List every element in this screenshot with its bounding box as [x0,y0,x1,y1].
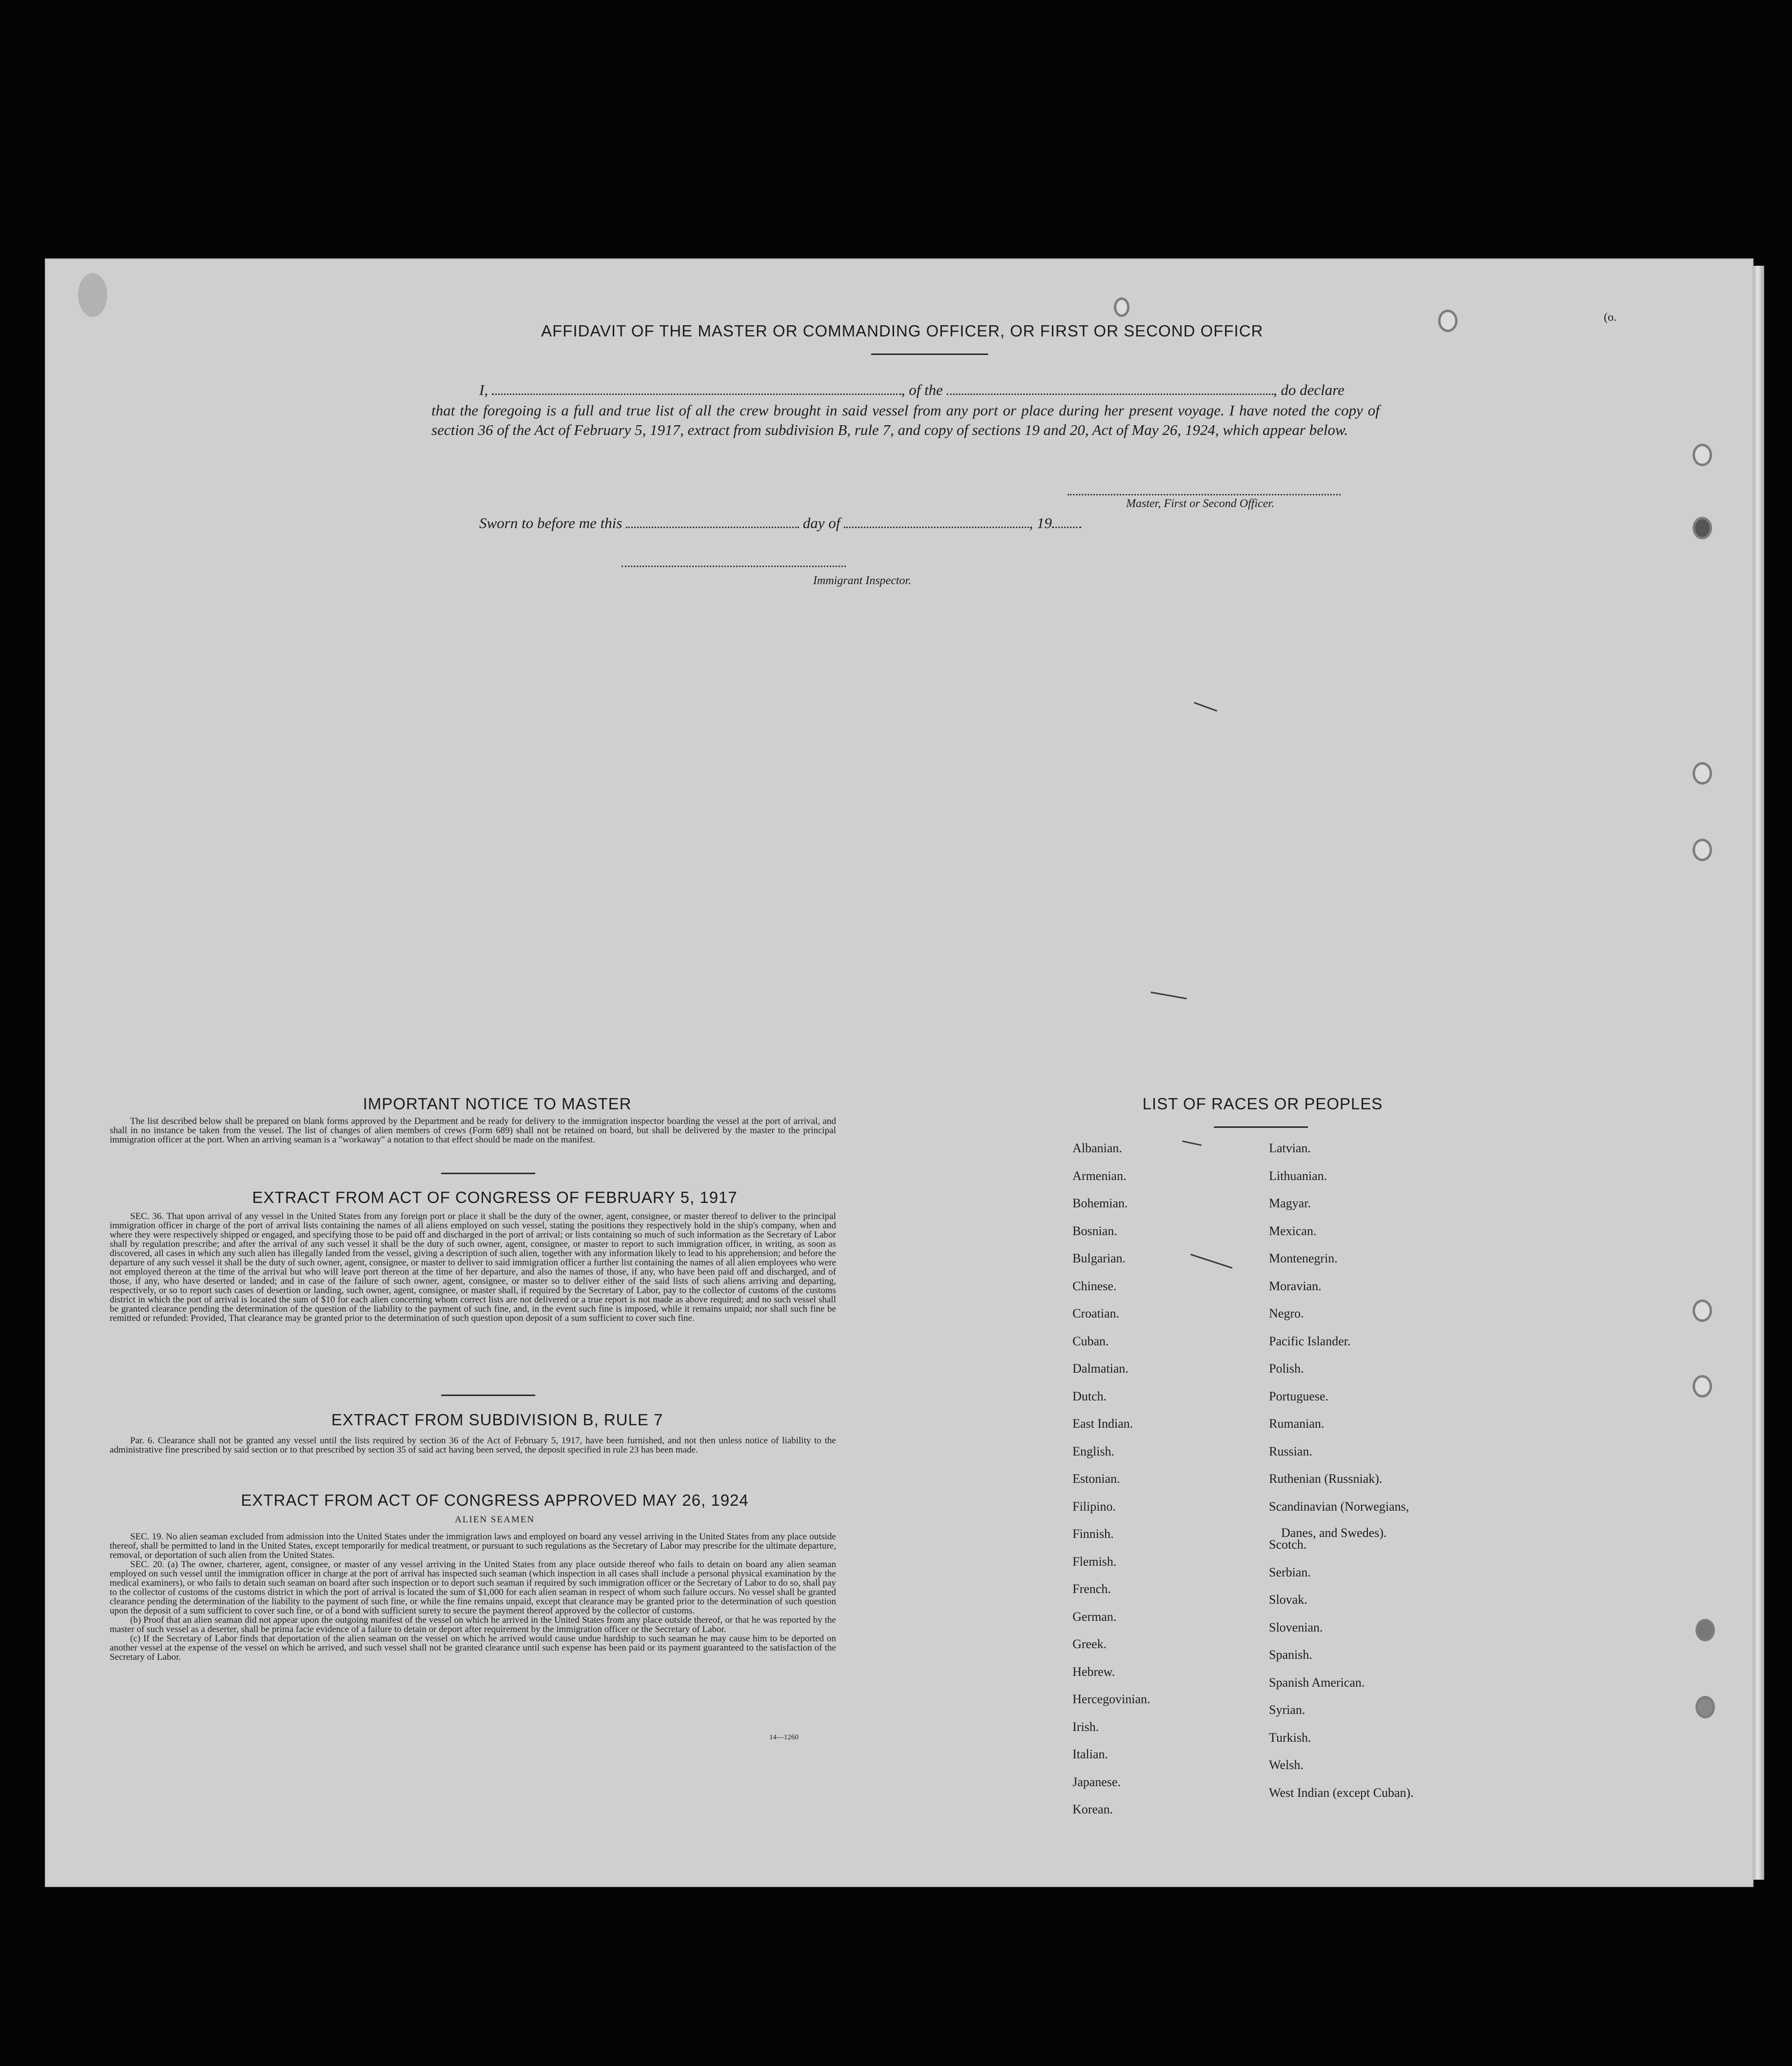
race-item: Bohemian. [1072,1196,1128,1210]
race-item: Armenian. [1072,1168,1127,1183]
divider [441,1173,535,1174]
punch-hole [1114,297,1130,317]
sworn-month-field[interactable] [844,526,1029,528]
page-edge [1753,266,1764,1880]
race-item: Finnish. [1072,1527,1114,1541]
race-item: Italian. [1072,1747,1108,1761]
race-item: Irish. [1072,1719,1099,1734]
race-item: Lithuanian. [1269,1168,1327,1183]
race-item: Hercegovinian. [1072,1692,1150,1706]
master-signature-label: Master, First or Second Officer. [1126,497,1274,510]
race-item: Montenegrin. [1269,1251,1338,1265]
inspector-signature-line[interactable] [622,566,846,567]
sworn-line: Sworn to before me this day of , 19 [479,514,1081,532]
punch-hole [1695,1619,1715,1641]
race-item: Bosnian. [1072,1223,1117,1238]
divider [1214,1126,1308,1128]
race-item: Albanian. [1072,1141,1122,1155]
race-item: Dutch. [1072,1389,1107,1403]
notice-text: The list described below shall be prepared on blank forms approved by the Department and be ready for delivery to the immigration inspector boarding the vessel at the port of arrival, and shall in no instance be taken from the vessel. The list of changes of alien members of crews (Form 689) shall not be retained on board, but shall be delivered by the master to the principal immigration officer at the port. When an arriving seaman is a "workaway" a notation to that effect should be made on the manifest. [110,1116,836,1145]
form-number: 14—1260 [769,1733,799,1741]
inspector-signature-label: Immigrant Inspector. [813,574,912,587]
race-item: Scotch. [1269,1537,1307,1552]
race-item: Slovenian. [1269,1620,1323,1634]
race-item: Filipino. [1072,1499,1116,1514]
race-item: West Indian (except Cuban). [1269,1785,1414,1800]
vessel-name-field[interactable] [947,393,1273,395]
race-item: Turkish. [1269,1730,1311,1745]
race-item: French. [1072,1582,1111,1596]
extract-rule7-title: EXTRACT FROM SUBDIVISION B, RULE 7 [331,1411,663,1429]
margin-mark: (o. [1604,311,1617,324]
race-item: Dalmatian. [1072,1361,1129,1376]
extract-1917-text: SEC. 36. That upon arrival of any vessel in the United States from any foreign port or place it shall be the duty of the owner, agent, consignee, or master thereof to deliver to the principal immigration officer in charge of the port of arrival lists containing the names of all aliens employed on such vessel, stating the positions they respectively hold in the ship's company, when and where they were respectively shipped or engaged, and specifying those to be paid off and discharged in the port of arrival; or lists containing so much of such information as the Secretary of Labor shall by regulation prescribe; and after the arrival of any such vessel it shall be the duty of such owner, agent, consignee, or master to report to such immigration officer, in writing, as soon as discovered, all cases in which any such alien has illegally landed from the vessel, giving a description of such alien, together with any information likely to lead to his apprehension; and before the departure of any such vessel it shall be the duty of such owner, agent, consignee, or master to deliver to said immigration officer a further list containing the names of all alien employees who were not employed thereon at the time of the arrival but who will leave port thereon at the time of her departure, and also the names of those, if any, who have been paid off and discharged, and of those, if any, who have deserted or landed; and in case of the failure of such owner, agent, consignee, or master so to deliver either of the said lists of such aliens arriving and departing, respectively, or so to report such cases of desertion or landing, such owner, agent, consignee, or master shall, if required by the Secretary of Labor, pay to the collector of customs of the customs district in which the port of arrival is located the sum of $10 for each alien concerning whom correct lists are not delivered or a true report is not made as above required; and no such vessel shall be granted clearance pending the determination of the question of the liability to the payment of such fine, and, in the event such fine is imposed, while it remains unpaid; nor shall such fine be remitted or refunded: Provided, That clearance may be granted prior to the determination of such question upon deposit of a sum sufficient to cover such fine. [110,1211,836,1323]
punch-hole [1693,839,1712,861]
race-item: Portuguese. [1269,1389,1329,1403]
punch-hole [1438,310,1458,332]
master-name-field[interactable] [492,393,901,395]
punch-hole [1693,1375,1712,1397]
race-item: Latvian. [1269,1141,1311,1155]
extract-1924-title: EXTRACT FROM ACT OF CONGRESS APPROVED MAY 26, 1924 [241,1491,749,1509]
race-item: Chinese. [1072,1279,1117,1293]
punch-hole [1693,762,1712,785]
notice-title: IMPORTANT NOTICE TO MASTER [363,1095,632,1113]
sworn-year-field[interactable] [1052,526,1081,528]
race-item: English. [1072,1444,1114,1458]
race-item: Ruthenian (Russniak). [1269,1472,1383,1486]
race-item: Danes, and Swedes). [1281,1525,1387,1540]
race-item: Hebrew. [1072,1664,1115,1679]
title-underline [871,354,988,355]
punch-hole [1693,1299,1712,1322]
race-item: Cuban. [1072,1334,1109,1348]
race-item: Korean. [1072,1802,1113,1816]
race-item: Welsh. [1269,1758,1304,1772]
race-item: Magyar. [1269,1196,1311,1210]
extract-1924-text [110,1532,836,1662]
punch-hole [1693,517,1712,539]
sec-20b: (b) Proof that an alien seaman did not appear upon the outgoing manifest of the vessel on which he arrived in the United States from any place outside thereof, or that he was reported by the master of such vessel as a deserter, shall be prima facie evidence of a failure to detain or deport after requirement by the immigration officer or the Secretary of Labor. [110,1615,836,1634]
punch-hole [1695,1696,1715,1718]
race-item: Syrian. [1269,1703,1305,1717]
affidavit-title: AFFIDAVIT OF THE MASTER OR COMMANDING OFFICER, OR FIRST OR SECOND OFFICR [541,322,1264,340]
race-item: Flemish. [1072,1554,1117,1569]
sec-19: SEC. 19. No alien seaman excluded from admission into the United States under the immigration laws and employed on board any vessel arriving in the United States from any place outside thereof, shall be permitted to land in the United States, except temporarily for medical treatment, or pursuant to such regulations as the Secretary of Labor may prescribe for the ultimate departure, removal, or deportation of such alien from the United States. [110,1532,836,1560]
race-item: Rumanian. [1269,1417,1325,1431]
sec-20a: SEC. 20. (a) The owner, charterer, agent, consignee, or master of any vessel arriving in the United States from any place outside thereof who fails to detain on board any alien seaman employed on such vessel until the immigration officer in charge at the port of arrival has inspected such seaman (which inspection in all cases shall include a personal physical examination by the medical examiners), or who fails to detain such seaman on board after such inspection or to deport such seaman if required by such immigration officer or the Secretary of Labor to do so, shall pay to the collector of customs of the customs district in which the port of arrival is located the sum of $1,000 for each alien seaman in respect of whom such failure occurs. No vessel shall be granted clearance pending the determination of the liability to the payment of such fine, or while the fine remains unpaid, except that clearance may be granted prior to the determination of such question upon the deposit of a sum sufficient to cover such fine, or of a bond with sufficient surety to secure the payment thereof approved by the collector of customs. [110,1559,836,1616]
race-item: Scandinavian (Norwegians, [1269,1499,1409,1514]
race-item: Bulgarian. [1072,1251,1126,1265]
race-item: Slovak. [1269,1593,1307,1607]
extract-rule7-text: Par. 6. Clearance shall not be granted any vessel until the lists required by section 36 of the Act of February 5, 1917, have been furnished, and not then unless notice of liability to the administrative fine prescribed by said section or to that prescribed by section 35 of said act having been served, the deposit specified in rule 23 has been made. [110,1436,836,1455]
race-item: Mexican. [1269,1223,1317,1238]
race-item: Polish. [1269,1361,1304,1376]
race-item: Russian. [1269,1444,1312,1458]
affidavit-line1: I, , of the , do declare [479,381,1344,398]
affidavit-body: that the foregoing is a full and true list of all the crew brought in said vessel from any port or place during her present voyage. I have noted the copy of section 36 of the Act of February 5, 1917, extract from subdivision B, rule 7, and copy of sections 19 and 20, Act of May 26, 1924, which appear below. [431,402,1380,438]
race-item: Spanish American. [1269,1675,1365,1690]
race-item: Croatian. [1072,1306,1120,1320]
race-item: Greek. [1072,1637,1107,1651]
sworn-day-field[interactable] [626,526,799,528]
alien-seamen-subtitle: ALIEN SEAMEN [455,1515,535,1525]
race-item: Negro. [1269,1306,1304,1320]
extract-1917-title: EXTRACT FROM ACT OF CONGRESS OF FEBRUARY 5, 1917 [252,1188,738,1206]
sec-20c: (c) If the Secretary of Labor finds that deportation of the alien seaman on the vessel on which he arrived would cause undue hardship to such seaman he may cause him to be deported on another vessel at the expense of the vessel on which he arrived, and such vessel shall not be granted clearance until such expense has been paid or its payment guaranteed to the satisfaction of the Secretary of Labor. [110,1633,836,1662]
race-item: Serbian. [1269,1565,1311,1579]
race-item: Estonian. [1072,1472,1120,1486]
races-title: LIST OF RACES OR PEOPLES [1142,1095,1383,1113]
stain [78,273,107,317]
race-item: German. [1072,1609,1117,1624]
race-item: Japanese. [1072,1774,1121,1789]
master-signature-line[interactable] [1068,494,1341,495]
race-item: Spanish. [1269,1648,1312,1662]
race-item: Moravian. [1269,1279,1322,1293]
divider [441,1395,535,1396]
race-item: East Indian. [1072,1417,1133,1431]
race-item: Pacific Islander. [1269,1334,1351,1348]
punch-hole [1693,444,1712,466]
